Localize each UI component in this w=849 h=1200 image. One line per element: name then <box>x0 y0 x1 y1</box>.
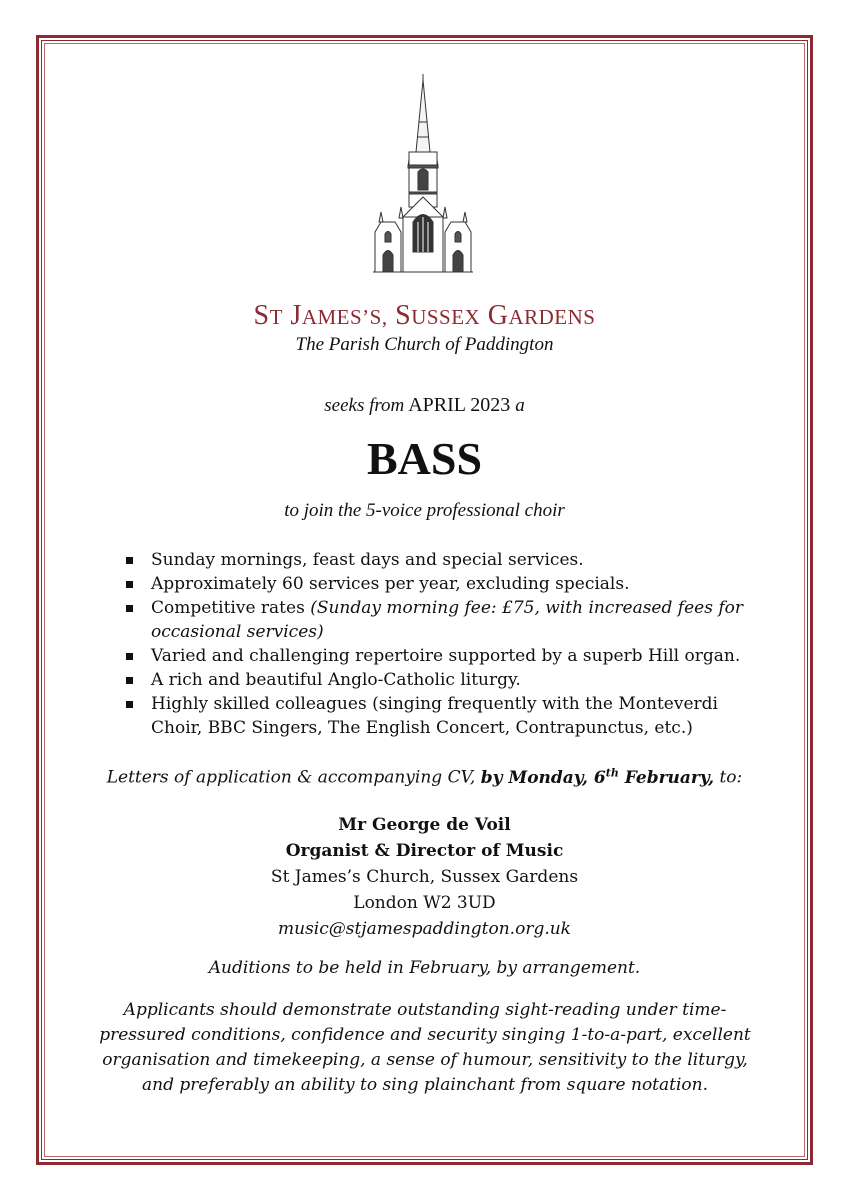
join-choir-line: to join the 5-voice professional choir <box>284 500 565 521</box>
contact-name: Mr George de Voil <box>338 815 511 835</box>
church-spire-icon <box>373 72 473 277</box>
list-item: Approximately 60 services per year, excluding specials. <box>120 572 760 596</box>
contact-block <box>0 812 849 942</box>
church-subtitle: The Parish Church of Paddington <box>295 334 554 355</box>
address-line-1: St James’s Church, Sussex Gardens <box>270 867 579 887</box>
church-name: ST JAMES’S, SUSSEX GARDENS <box>253 300 596 331</box>
benefits-list <box>120 548 760 740</box>
application-instructions: Letters of application & accompanying CV, by Monday, 6th February, to: <box>106 766 743 788</box>
position-title: BASS <box>366 433 483 484</box>
requirements-paragraph: Applicants should demonstrate outstanding sight-reading under time-pressured conditions, confidence and security singing 1-to-a-part, excellent organisation and timekeeping, a sense of humour, sensitivity to the liturgy, and preferably an ability to sing plainchant from square notation. <box>99 1000 751 1095</box>
address-line-2: London W2 3UD <box>353 893 496 913</box>
list-item: Sunday mornings, feast days and special services. <box>120 548 760 572</box>
seeks-line: seeks from APRIL 2023 a <box>324 394 525 416</box>
contact-role: Organist & Director of Music <box>285 841 564 861</box>
list-item: Highly skilled colleagues (singing frequently with the Monteverdi Choir, BBC Singers, The English Concert, Contrapunctus, etc.) <box>120 692 760 740</box>
list-item: Varied and challenging repertoire supported by a superb Hill organ. <box>120 644 760 668</box>
list-item: Competitive rates (Sunday morning fee: £75, with increased fees for occasional services) <box>120 596 760 644</box>
list-item: A rich and beautiful Anglo-Catholic liturgy. <box>120 668 760 692</box>
auditions-note: Auditions to be held in February, by arrangement. <box>208 958 641 978</box>
contact-email[interactable]: music@stjamespaddington.org.uk <box>278 919 571 939</box>
